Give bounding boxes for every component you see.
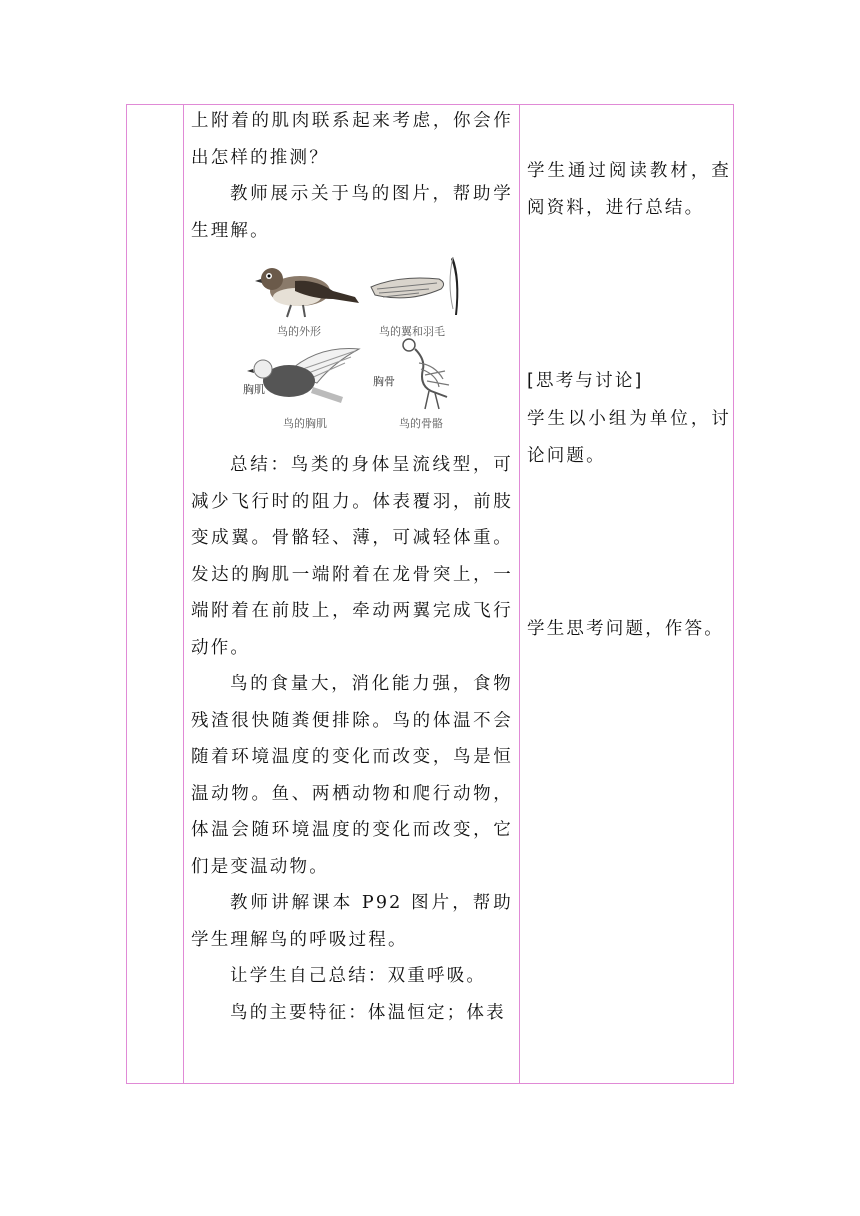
bird-figure (191, 251, 513, 447)
discussion-heading: [思考与讨论] (527, 371, 644, 391)
summary-text: 鸟类的身体呈流线型，可减少飞行时的阻力。体表覆羽，前肢变成翼。骨骼轻、薄，可减轻体重。发达的胸肌一端附着在龙骨突上，一端附着在前肢上，牵动两翼完成飞行动作。 (191, 455, 513, 658)
bird-shape-illustration (255, 261, 363, 321)
paragraph-breathing: 教师讲解课本 P92 图片，帮助学生理解鸟的呼吸过程。 (191, 893, 513, 950)
student-summary-text: 学生通过阅读教材，查阅资料，进行总结。 (527, 161, 731, 218)
paragraph-question: 上附着的肌肉联系起来考虑，你会作出怎样的推测？ (191, 111, 513, 168)
caption-bird-skeleton: 鸟的骨骼 (399, 417, 443, 430)
summary-lead: 总结： (230, 455, 291, 475)
discussion-text: 学生以小组为单位，讨论问题。 (527, 409, 731, 466)
bird-muscle-illustration (247, 343, 367, 407)
label-sternum: 胸骨 (373, 375, 395, 388)
paragraph-double-respiration: 让学生自己总结：双重呼吸。 (230, 966, 487, 986)
label-chest-muscle: 胸肌 (243, 383, 265, 396)
teacher-activity-column (191, 105, 513, 1031)
column-divider-1 (183, 105, 184, 1083)
main-features-text: 体温恒定；体表 (367, 1002, 506, 1023)
column-divider-2 (519, 105, 520, 1083)
paragraph-show-pictures: 教师展示关于鸟的图片，帮助学生理解。 (191, 184, 513, 241)
paragraph-summary (191, 447, 513, 666)
caption-wing-feather: 鸟的翼和羽毛 (379, 325, 445, 338)
wing-feather-illustration (369, 253, 469, 319)
caption-bird-shape: 鸟的外形 (277, 325, 321, 338)
paragraph-body-temperature: 鸟的食量大，消化能力强，食物残渣很快随粪便排除。鸟的体温不会随着环境温度的变化而改变，鸟是恒温动物。鱼、两栖动物和爬行动物，体温会随环境温度的变化而改变，它们是变温动物。 (191, 674, 513, 877)
student-answer-text: 学生思考问题，作答。 (527, 619, 724, 639)
bird-skeleton-illustration (395, 335, 459, 411)
lesson-table (126, 104, 734, 1084)
main-features-lead: 鸟的主要特征： (230, 1002, 368, 1023)
paragraph-main-features (191, 995, 513, 1032)
caption-bird-muscle: 鸟的胸肌 (283, 417, 327, 430)
